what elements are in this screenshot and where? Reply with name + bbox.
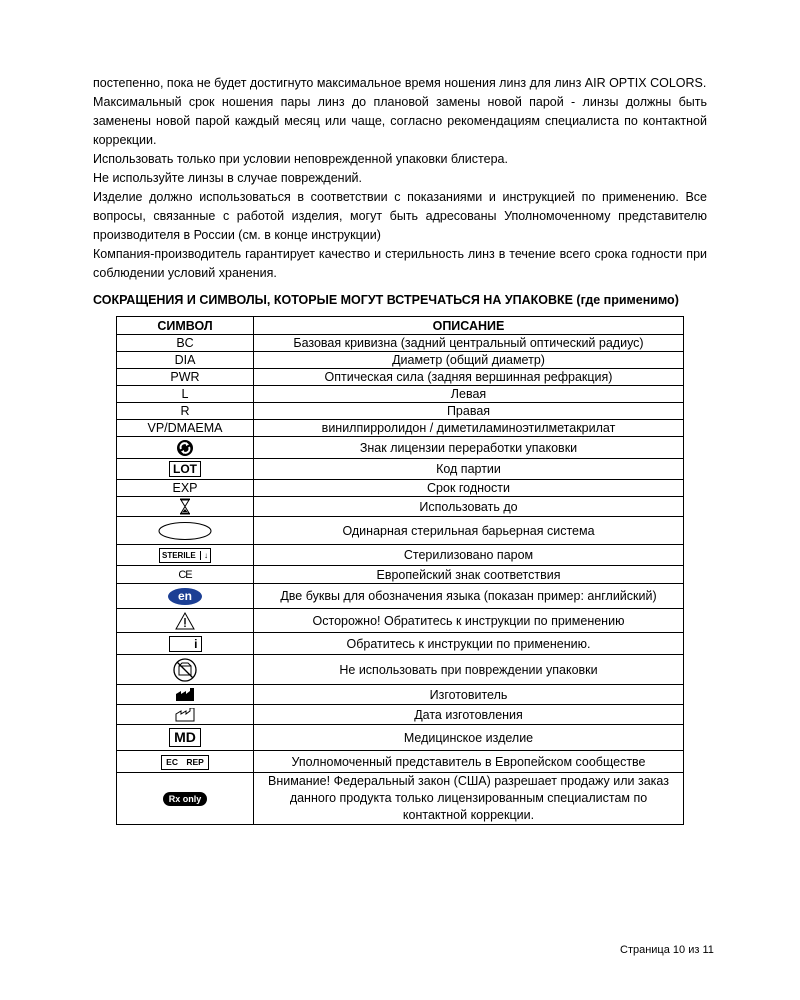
intro-paragraph: Не используйте линзы в случае повреждений. [93,171,363,185]
sterile-steam-icon [159,548,211,563]
description-cell: Диаметр (общий диаметр) [254,352,684,369]
description-cell: Базовая кривизна (задний центральный оптический радиус) [254,335,684,352]
table-row [117,725,684,751]
table-row [117,386,684,403]
symbol-cell [117,517,254,545]
symbol-cell: PWR [117,369,254,386]
description-cell: Осторожно! Обратитесь к инструкции по применению [254,609,684,633]
table-row [117,459,684,480]
table-row [117,655,684,685]
description-cell: Обратитесь к инструкции по применению. [254,633,684,655]
table-row [117,335,684,352]
table-row [117,751,684,773]
recycling-license-icon [176,439,194,457]
table-row [117,773,684,825]
table-row [117,369,684,386]
symbol-cell: R [117,403,254,420]
description-cell: Знак лицензии переработки упаковки [254,437,684,459]
intro-paragraph: Компания-производитель гарантирует качество и стерильность линз в течение всего срока годности при соблюдении условий хранения. [93,247,707,280]
symbol-cell [117,685,254,705]
description-cell: Правая [254,403,684,420]
symbol-cell [117,705,254,725]
header-symbol: СИМВОЛ [117,317,254,335]
symbol-cell [117,459,254,480]
symbol-cell: L [117,386,254,403]
symbol-cell [117,655,254,685]
table-row [117,705,684,725]
description-cell: Две буквы для обозначения языка (показан пример: английский) [254,584,684,609]
page-number: Страница 10 из 11 [620,944,714,956]
intro-paragraph: Использовать только при условии неповрежденной упаковки блистера. [93,152,508,166]
table-header-row [117,317,684,335]
description-cell: винилпирролидон / диметиламиноэтилметакрилат [254,420,684,437]
symbol-cell [117,497,254,517]
table-row [117,609,684,633]
symbol-cell [117,566,254,584]
description-cell: Одинарная стерильная барьерная система [254,517,684,545]
section-title: СОКРАЩЕНИЯ И СИМВОЛЫ, КОТОРЫЕ МОГУТ ВСТРЕЧАТЬСЯ НА УПАКОВКЕ (где применимо) [93,293,679,307]
intro-paragraph: Максимальный срок ношения пары линз до плановой замены новой парой - линзы должны быть заменены новой парой каждый месяц или чаще, согласно рекомендациям специалиста по контактной коррекции. [93,95,707,147]
intro-text [93,74,707,283]
description-cell: Оптическая сила (задняя вершинная рефракция) [254,369,684,386]
info-letter: i [194,636,198,651]
description-cell: Код партии [254,459,684,480]
symbol-cell: DIA [117,352,254,369]
table-row [117,517,684,545]
symbol-cell [117,773,254,825]
symbol-cell: BC [117,335,254,352]
symbol-cell [117,584,254,609]
symbols-table [116,316,684,825]
ec-rep-symbol: EC REP [161,755,209,770]
table-row [117,566,684,584]
table-row [117,545,684,566]
caution-icon [175,612,195,630]
table-row [117,584,684,609]
description-cell: Медицинское изделие [254,725,684,751]
description-cell: Дата изготовления [254,705,684,725]
description-cell: Внимание! Федеральный закон (США) разрешает продажу или заказ данного продукта только лицензированным специалистам по контактной коррекции. [254,773,684,825]
description-cell: Уполномоченный представитель в Европейском сообществе [254,751,684,773]
description-cell: Срок годности [254,480,684,497]
medical-device-symbol: MD [169,728,201,747]
table-row [117,633,684,655]
steam-arrow-icon: ↓ [200,551,208,560]
table-row [117,352,684,369]
symbol-cell [117,725,254,751]
manufacture-date-icon [175,708,195,722]
sterile-barrier-icon [157,521,213,541]
do-not-use-if-damaged-icon [173,658,197,682]
description-cell: Использовать до [254,497,684,517]
description-cell: Европейский знак соответствия [254,566,684,584]
table-row [117,480,684,497]
symbol-cell [117,609,254,633]
table-row [117,403,684,420]
table-row [117,437,684,459]
rx-only-icon: Rx only [163,792,208,806]
symbol-cell: EXP [117,480,254,497]
language-en-badge: en [168,588,202,605]
table-row [117,497,684,517]
ce-mark-icon: CE [178,569,192,581]
header-description: ОПИСАНИЕ [254,317,684,335]
symbol-cell [117,545,254,566]
consult-instructions-icon [169,636,202,652]
sterile-label: STERILE [161,551,196,561]
manufacturer-icon [175,688,195,702]
description-cell: Не использовать при повреждении упаковки [254,655,684,685]
symbol-cell [117,633,254,655]
symbol-cell [117,751,254,773]
table-row [117,685,684,705]
lot-symbol: LOT [169,461,201,477]
description-cell: Изготовитель [254,685,684,705]
intro-paragraph: Изделие должно использоваться в соответствии с показаниями и инструкцией по применению. Все вопросы, связанные с работой изделия, могут быть адресованы Уполномоченному представителю производителя в России (см. в конце инструкции) [93,190,707,242]
intro-paragraph: постепенно, пока не будет достигнуто максимальное время ношения линз для линз AIR OPTIX COLORS. [93,76,707,90]
symbol-cell: VP/DMAEMA [117,420,254,437]
table-row [117,420,684,437]
description-cell: Левая [254,386,684,403]
description-cell: Стерилизовано паром [254,545,684,566]
symbol-cell [117,437,254,459]
hourglass-icon [179,498,191,515]
